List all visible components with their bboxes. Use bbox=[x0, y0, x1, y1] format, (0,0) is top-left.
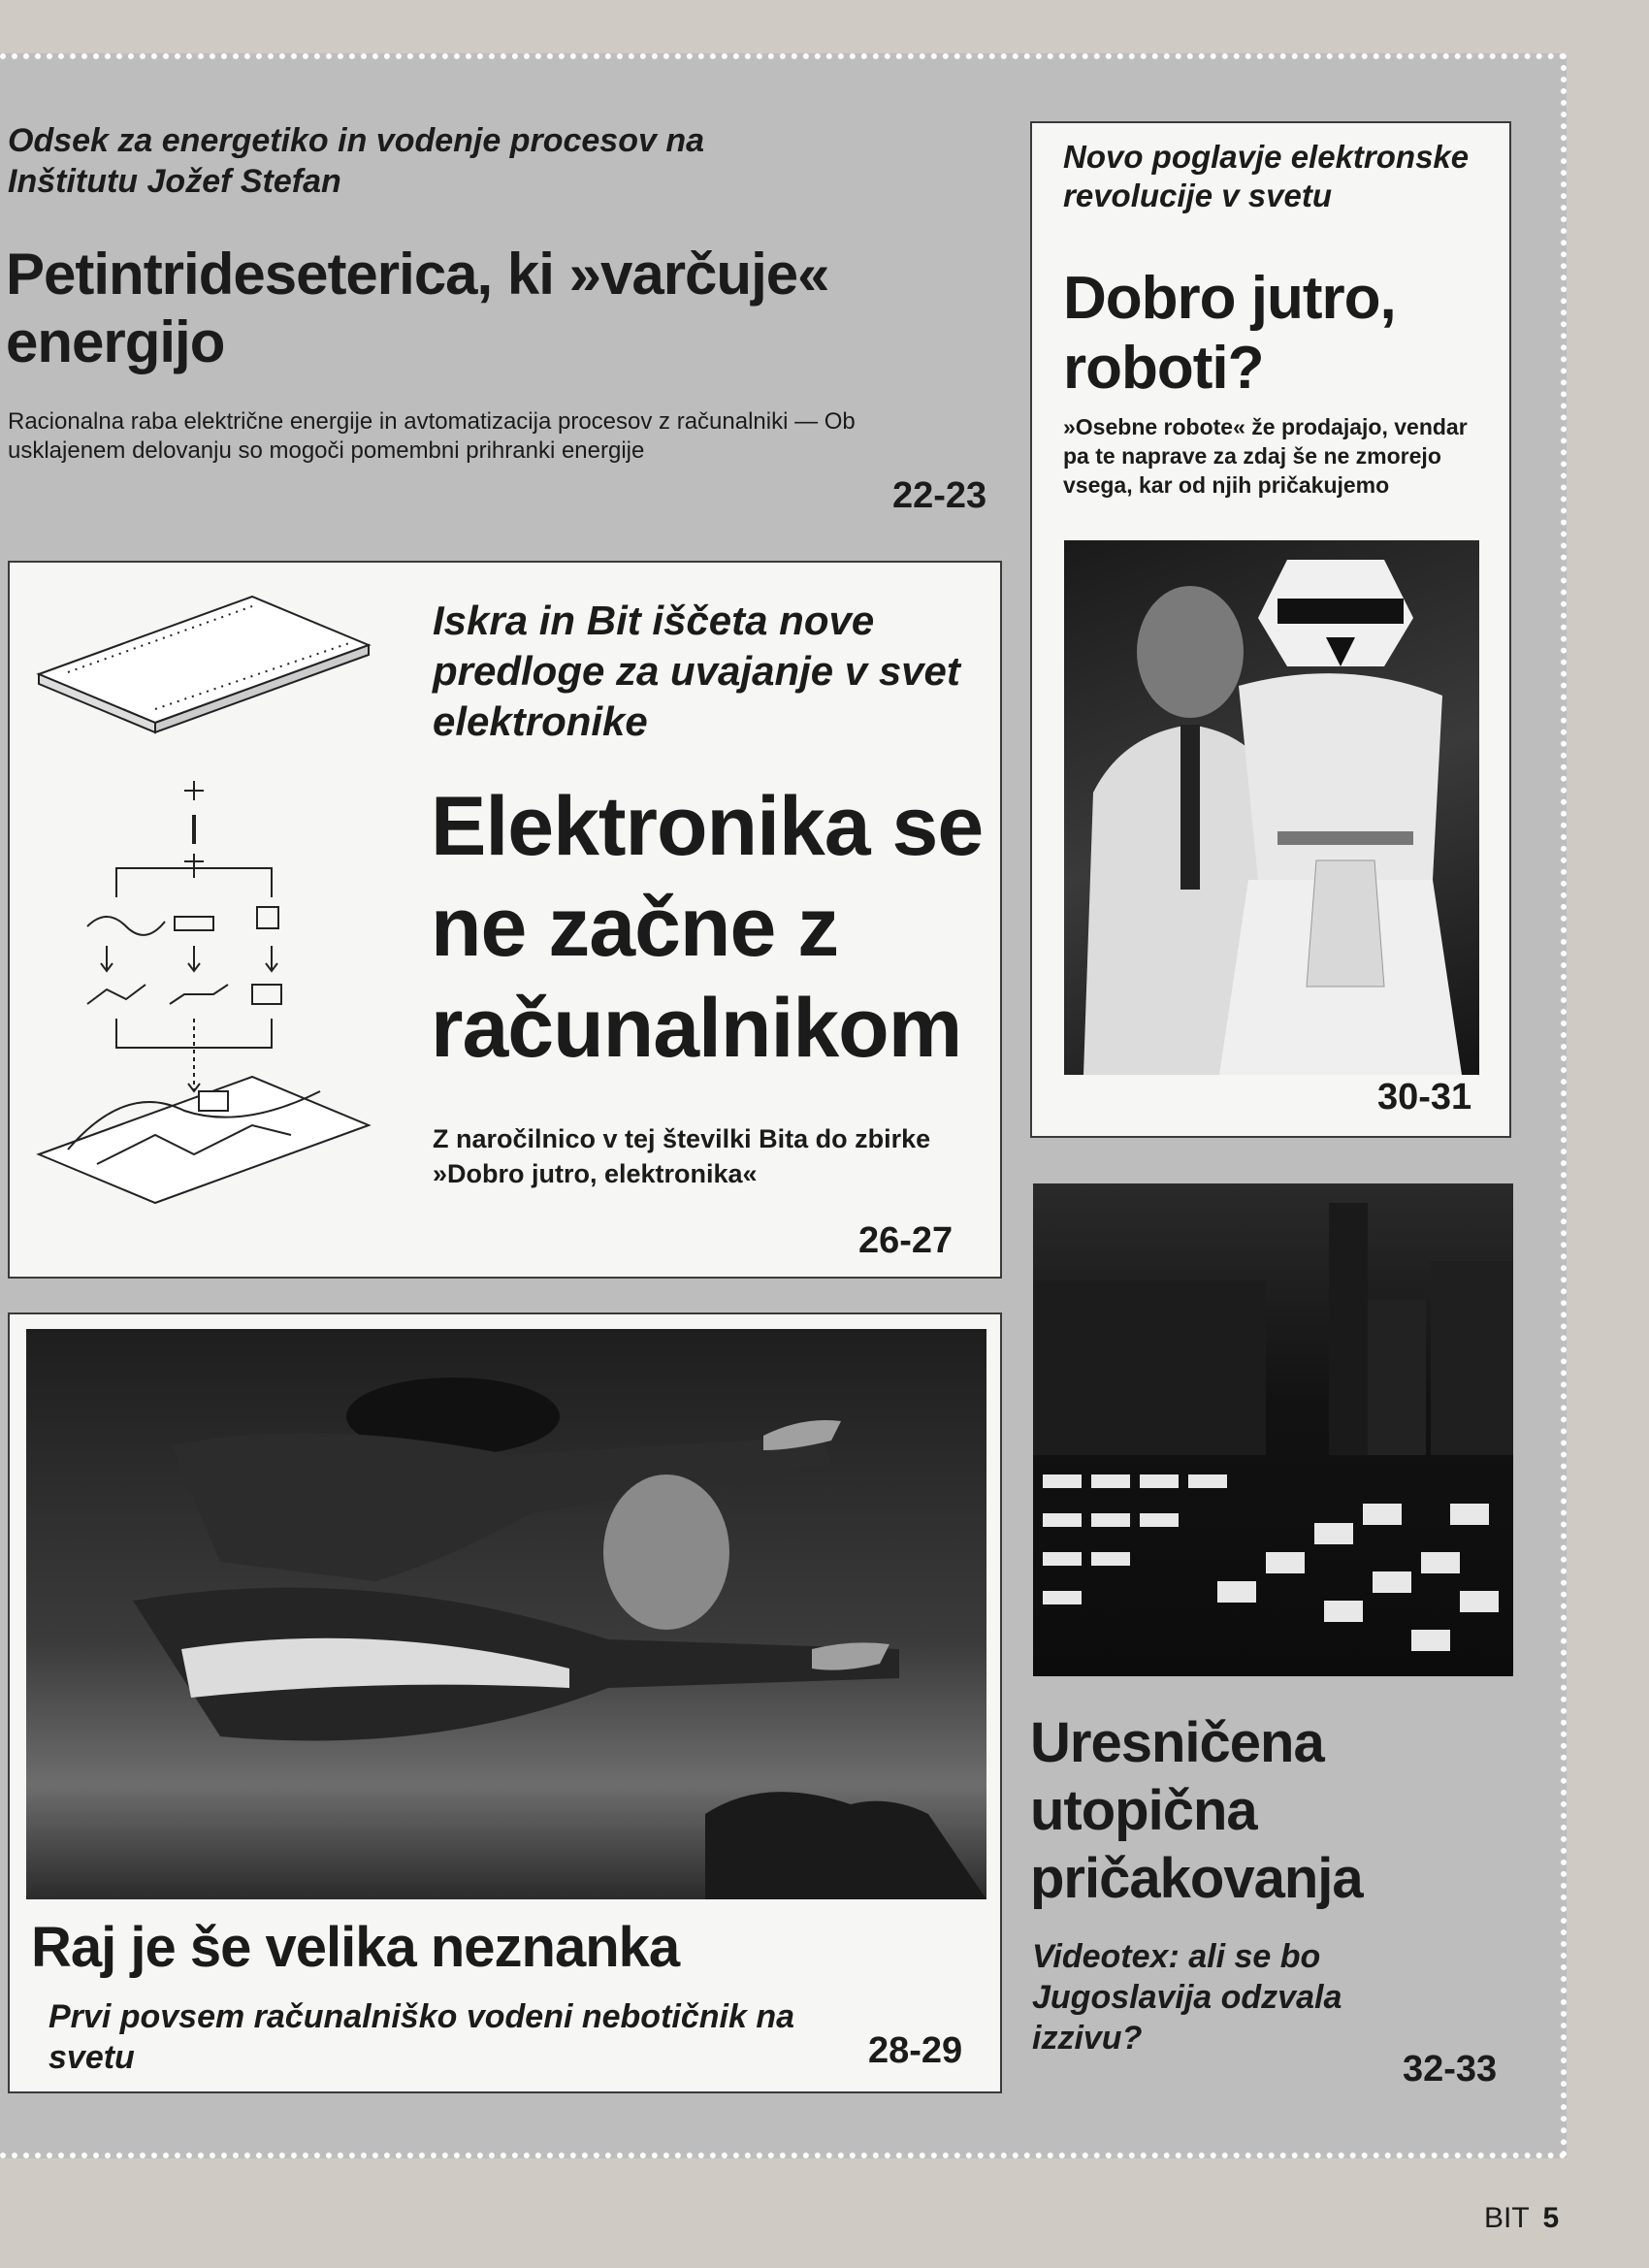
robots-title: Dobro jutro, roboti? bbox=[1063, 265, 1396, 402]
energy-pages: 22-23 bbox=[892, 475, 987, 516]
magazine-name: BIT bbox=[1484, 2202, 1530, 2234]
robots-lead: »Osebne robote« že prodajajo, vendar pa te naprave za zdaj še ne zmorejo vsega, kar od njih pričakujemo bbox=[1063, 414, 1468, 498]
robots-pages: 30-31 bbox=[1377, 1077, 1472, 1118]
robot-photo bbox=[1064, 540, 1479, 1075]
electronics-pages: 26-27 bbox=[858, 1220, 954, 1261]
robots-kicker: Novo poglavje elektronske revolucije v svetu bbox=[1063, 139, 1470, 213]
circuit-diagram bbox=[29, 587, 378, 1208]
electronics-lead: Z naročilnico v tej številki Bita do zbirke »Dobro jutro, elektronika« bbox=[433, 1124, 931, 1188]
page-footer bbox=[1484, 2202, 1559, 2235]
energy-kicker: Odsek za energetiko in vodenje procesov na Inštitutu Jožef Stefan bbox=[8, 122, 705, 200]
energy-lead: Racionalna raba električne energije in avtomatizacija procesov z računalniki — Ob usklajenem delovanju so mogoči pomembni prihranki energije bbox=[8, 408, 856, 464]
energy-title: Petintrideseterica, ki »varčuje« energijo bbox=[6, 242, 829, 374]
videotex-lead: Videotex: ali se bo Jugoslavija odzvala izzivu? bbox=[1032, 1938, 1342, 2057]
city-keyboard-photo bbox=[1033, 1183, 1513, 1676]
skyscraper-lead: Prvi povsem računalniško vodeni nebotičnik na svetu bbox=[48, 1998, 795, 2076]
flying-man-photo bbox=[26, 1329, 986, 1899]
skyscraper-pages: 28-29 bbox=[868, 2030, 963, 2071]
skyscraper-title: Raj je še velika neznanka bbox=[31, 1916, 680, 1979]
videotex-title: Uresničena utopična pričakovanja bbox=[1030, 1711, 1363, 1910]
electronics-title: Elektronika se ne začne z računalnikom bbox=[431, 780, 984, 1075]
videotex-pages: 32-33 bbox=[1403, 2049, 1498, 2090]
electronics-kicker: Iskra in Bit iščeta nove predloge za uvajanje v svet elektronike bbox=[433, 598, 960, 744]
page-number: 5 bbox=[1542, 2202, 1560, 2234]
